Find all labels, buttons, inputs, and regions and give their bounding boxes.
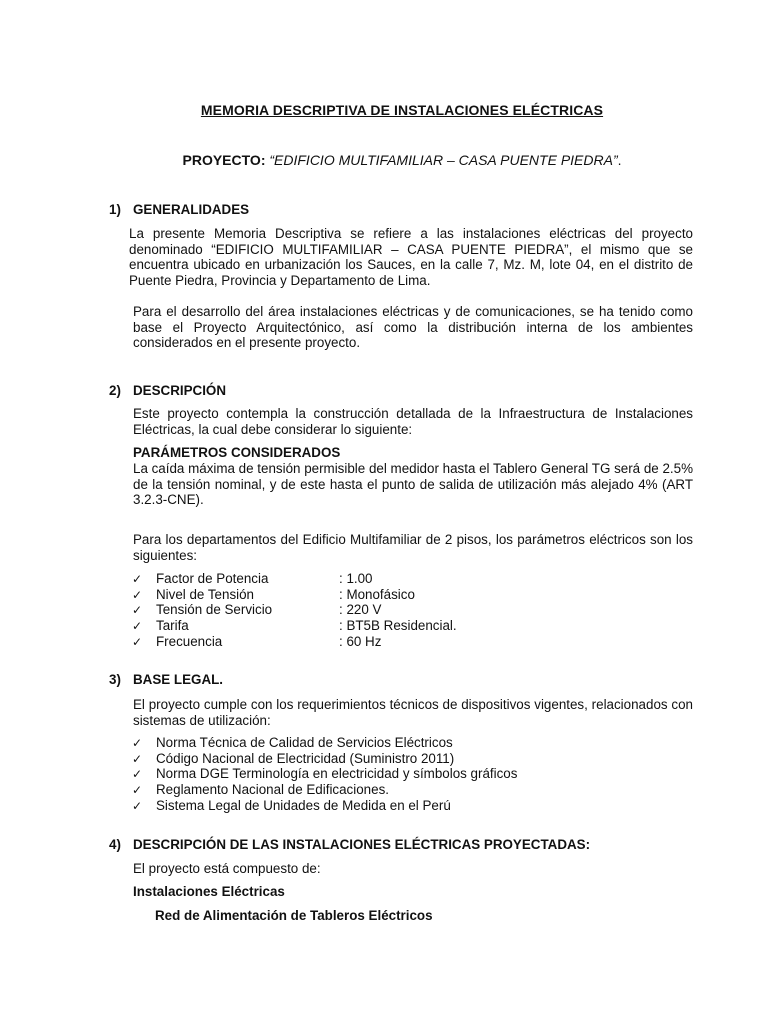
section-1-paragraph-2: Para el desarrollo del área instalaciones eléctricas y de comunicaciones, se ha tenido como base el Proyecto Arquitectónico, así como la distribución interna de los ambientes considerados en el presente proyecto. bbox=[133, 304, 693, 351]
section-4-paragraph-1: El proyecto está compuesto de: bbox=[133, 861, 321, 876]
project-end: . bbox=[617, 152, 622, 168]
document-title: MEMORIA DESCRIPTIVA DE INSTALACIONES ELÉCTRICAS bbox=[200, 102, 604, 118]
list-item-label: Reglamento Nacional de Edificaciones. bbox=[156, 782, 389, 798]
list-item bbox=[132, 571, 457, 587]
section-title: DESCRIPCIÓN DE LAS INSTALACIONES ELÉCTRICAS PROYECTADAS: bbox=[133, 837, 591, 852]
list-item-label: Norma Técnica de Calidad de Servicios Eléctricos bbox=[156, 735, 453, 750]
check-icon: ✓ bbox=[132, 736, 143, 750]
list-item bbox=[132, 735, 517, 751]
voltage-drop-paragraph: La caída máxima de tensión permisible del medidor hasta el Tablero General TG será de 2.5% de la tensión nominal, y de este hasta el punto de salida de utilización más alejado 4% (ART 3.2.3-CNE). bbox=[133, 461, 693, 508]
list-item bbox=[132, 751, 517, 767]
parameter-value: : Monofásico bbox=[339, 586, 415, 602]
list-item bbox=[132, 602, 457, 618]
parameter-value: : 1.00 bbox=[339, 571, 373, 586]
section-title: BASE LEGAL. bbox=[133, 672, 224, 687]
section-number: 1) bbox=[109, 202, 121, 217]
parameter-name: Tensión de Servicio bbox=[156, 602, 273, 618]
section-number: 3) bbox=[109, 672, 121, 687]
parameter-name: Nivel de Tensión bbox=[156, 586, 255, 602]
section-number: 4) bbox=[109, 837, 121, 852]
check-icon: ✓ bbox=[132, 783, 143, 798]
check-icon: ✓ bbox=[132, 603, 143, 618]
section-2-heading bbox=[109, 383, 226, 399]
list-item bbox=[132, 634, 457, 650]
section-2-paragraph-1: Este proyecto contempla la construcción detallada de la Infraestructura de Instalaciones Eléctricas, la cual debe considerar lo siguiente: bbox=[133, 406, 693, 437]
check-icon: ✓ bbox=[132, 767, 143, 782]
list-item bbox=[132, 766, 517, 782]
parameter-name: Factor de Potencia bbox=[156, 571, 269, 586]
list-item-label: Código Nacional de Electricidad (Suministro 2011) bbox=[156, 750, 455, 766]
project-name: “EDIFICIO MULTIFAMILIAR – CASA PUENTE PIEDRA” bbox=[269, 152, 618, 168]
section-3-paragraph-1: El proyecto cumple con los requerimientos técnicos de dispositivos vigentes, relacionados con sistemas de utilización: bbox=[133, 697, 693, 728]
departments-paragraph: Para los departamentos del Edificio Multifamiliar de 2 pisos, los parámetros eléctricos son los siguientes: bbox=[133, 532, 693, 563]
electrical-installations-heading: Instalaciones Eléctricas bbox=[133, 884, 285, 899]
section-title: DESCRIPCIÓN bbox=[133, 383, 227, 398]
list-item-label: Norma DGE Terminología en electricidad y símbolos gráficos bbox=[156, 766, 518, 782]
parameters-list bbox=[132, 571, 457, 649]
list-item bbox=[132, 798, 517, 814]
list-item-label: Sistema Legal de Unidades de Medida en el Perú bbox=[156, 797, 451, 813]
section-title: GENERALIDADES bbox=[133, 202, 250, 217]
list-item bbox=[132, 782, 517, 798]
check-icon: ✓ bbox=[132, 587, 143, 602]
list-item bbox=[132, 587, 457, 603]
parameter-value: : 60 Hz bbox=[339, 633, 382, 649]
check-icon: ✓ bbox=[132, 634, 143, 649]
project-line bbox=[0, 153, 768, 169]
check-icon: ✓ bbox=[132, 572, 143, 586]
check-icon: ✓ bbox=[132, 798, 143, 813]
section-3-heading bbox=[109, 672, 223, 688]
section-1-heading bbox=[109, 202, 249, 218]
legal-base-list bbox=[132, 735, 517, 813]
parameter-value: : 220 V bbox=[339, 602, 382, 618]
parameter-value: : BT5B Residencial. bbox=[339, 618, 457, 634]
section-1-paragraph-1: La presente Memoria Descriptiva se refiere a las instalaciones eléctricas del proyecto denominado “EDIFICIO MULTIFAMILIAR – CASA PUENTE PIEDRA”, el mismo que se encuentra ubicado en urbanización los Sauces, en la calle 7, Mz. M, lote 04, en el distrito de Puente Piedra, Provincia y Departamento de Lima. bbox=[129, 226, 693, 289]
feeder-network-heading: Red de Alimentación de Tableros Eléctricos bbox=[155, 908, 433, 923]
list-item bbox=[132, 618, 457, 634]
check-icon: ✓ bbox=[132, 619, 143, 634]
parameter-name: Frecuencia bbox=[156, 633, 223, 649]
section-4-heading bbox=[109, 837, 590, 853]
section-number: 2) bbox=[109, 383, 121, 398]
check-icon: ✓ bbox=[132, 751, 143, 766]
parameters-heading: PARÁMETROS CONSIDERADOS bbox=[133, 445, 341, 460]
parameter-name: Tarifa bbox=[156, 618, 189, 634]
project-label: PROYECTO: bbox=[182, 152, 266, 168]
